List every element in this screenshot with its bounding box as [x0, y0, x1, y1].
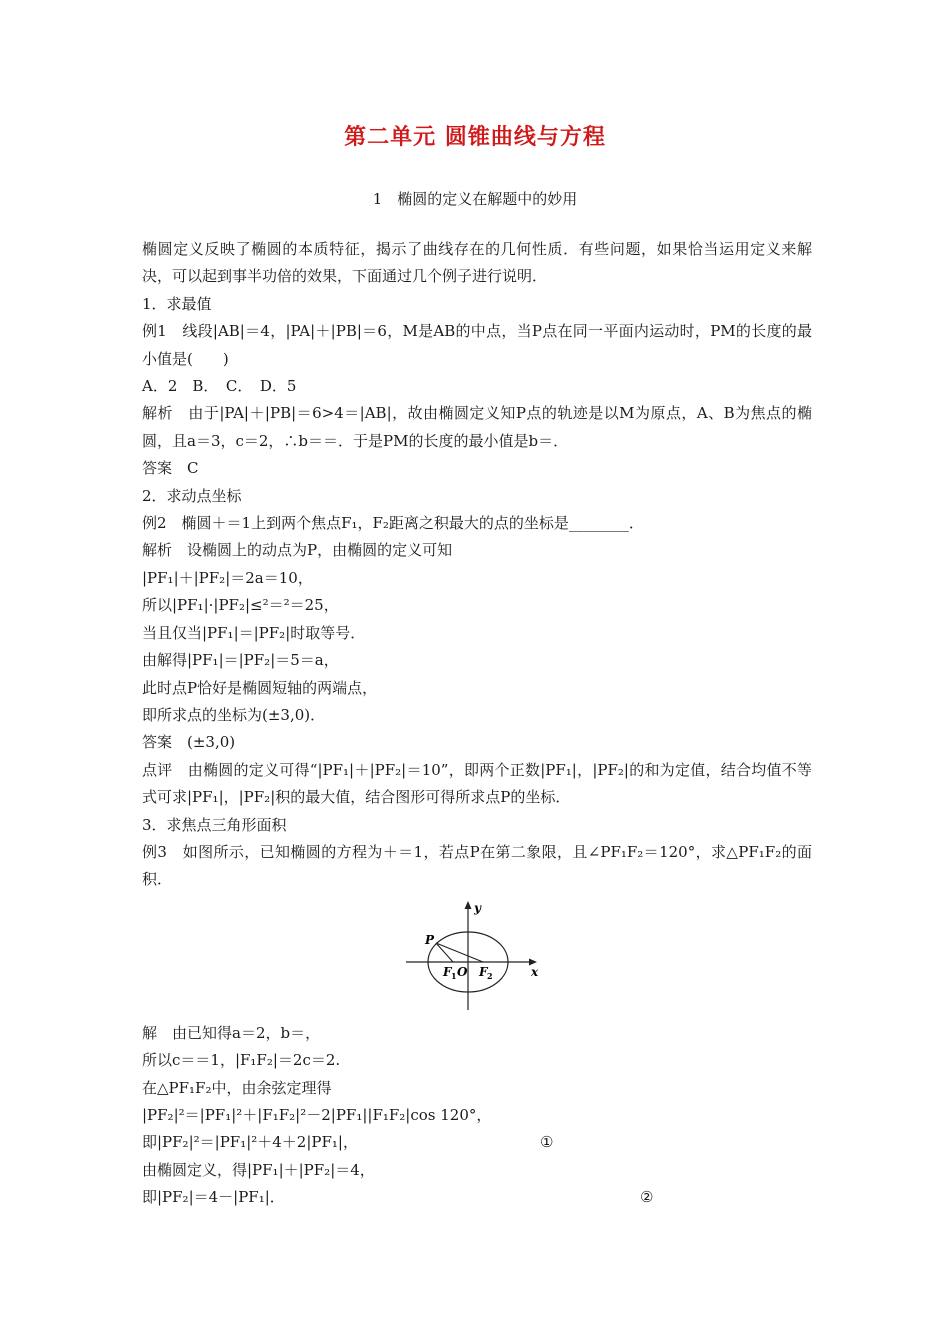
label-x: x: [531, 964, 539, 979]
ellipse-figure: [142, 898, 812, 1016]
example-2-comment: 点评 由椭圆的定义可得“|PF₁|＋|PF₂|＝10”，即两个正数|PF₁|，|PF₂|的和为定值，结合均值不等式可求|PF₁|，|PF₂|积的最大值，结合图形可得所求点P的坐标．: [142, 760, 812, 807]
label-f1-sub: 1: [451, 970, 457, 981]
solution-step-5: 即|PF₂|²＝|PF₁|²＋4＋2|PF₁|，: [142, 1133, 358, 1152]
label-f1: F: [443, 964, 452, 979]
section-heading-3: 3．求焦点三角形面积: [142, 815, 287, 834]
example-1-answer: 答案 C: [142, 459, 199, 478]
solution-step-2: 所以c＝＝1，|F₁F₂|＝2c＝2.: [142, 1051, 341, 1070]
label-f2: F: [479, 964, 488, 979]
example-2-answer: 答案 (±3,0): [142, 733, 236, 752]
example-2-step-6: 即所求点的坐标为(±3,0)．: [142, 705, 326, 724]
solution-step-6: 由椭圆定义，得|PF₁|＋|PF₂|＝4，: [142, 1160, 375, 1179]
example-2-step-4: 由解得|PF₁|＝|PF₂|＝5＝a，: [142, 651, 339, 670]
label-f2-sub: 2: [487, 970, 493, 981]
solution-step-4: |PF₂|²＝|PF₁|²＋|F₁F₂|²－2|PF₁||F₁F₂|cos 120°，: [142, 1105, 492, 1124]
equation-marker-1: ①: [540, 1133, 554, 1152]
label-o: O: [457, 964, 468, 979]
document-body: [142, 236, 812, 1212]
example-2: 例2 椭圆＋＝1上到两个焦点F₁，F₂距离之积最大的点的坐标是________．: [142, 514, 644, 533]
example-1: 例1 线段|AB|＝4，|PA|＋|PB|＝6，M是AB的中点，当P点在同一平面内运动时，PM的长度的最小值是( ): [142, 322, 812, 368]
solution-step-3: 在△PF₁F₂中，由余弦定理得: [142, 1078, 332, 1097]
section-subtitle: 1 椭圆的定义在解题中的妙用: [372, 190, 578, 208]
example-2-step-2: 所以|PF₁|·|PF₂|≤²＝²＝25，: [142, 596, 339, 615]
ellipse-diagram: [404, 898, 554, 1016]
example-1-analysis: 解析 由于|PA|＋|PB|＝6>4＝|AB|，故由椭圆定义知P点的轨迹是以M为原点，A、B为焦点的椭圆，且a＝3，c＝2，∴b＝＝．于是PM的长度的最小值是b＝．: [142, 404, 812, 450]
unit-title: 第二单元 圆锥曲线与方程: [344, 125, 606, 150]
solution-row-5: [142, 1129, 812, 1156]
intro-paragraph: 椭圆定义反映了椭圆的本质特征，揭示了曲线存在的几何性质．有些问题，如果恰当运用定义来解决，可以起到事半功倍的效果，下面通过几个例子进行说明．: [142, 240, 812, 286]
section-heading-2: 2．求动点坐标: [142, 486, 242, 505]
example-1-options: A．2 B． C． D．5: [142, 377, 297, 396]
solution-step-7: 即|PF₂|＝4－|PF₁|．: [142, 1188, 285, 1207]
y-axis-arrow: [465, 901, 472, 909]
segment-pf2: [436, 943, 483, 962]
label-y: y: [474, 900, 481, 915]
example-2-analysis: 解析 设椭圆上的动点为P，由椭圆的定义可知: [142, 541, 453, 560]
example-3: 例3 如图所示，已知椭圆的方程为＋＝1，若点P在第二象限，且∠PF₁F₂＝120°，求△PF₁F₂的面积．: [142, 842, 812, 889]
example-2-step-3: 当且仅当|PF₁|＝|PF₂|时取等号．: [142, 623, 366, 642]
equation-marker-2: ②: [640, 1188, 654, 1207]
solution-step-1: 解 由已知得a＝2，b＝，: [142, 1023, 321, 1042]
section-heading-1: 1．求最值: [142, 294, 212, 313]
label-p: P: [425, 932, 435, 947]
solution-row-7: [142, 1184, 812, 1211]
example-2-step-1: |PF₁|＋|PF₂|＝2a＝10，: [142, 568, 313, 587]
example-2-step-5: 此时点P恰好是椭圆短轴的两端点，: [142, 678, 378, 697]
